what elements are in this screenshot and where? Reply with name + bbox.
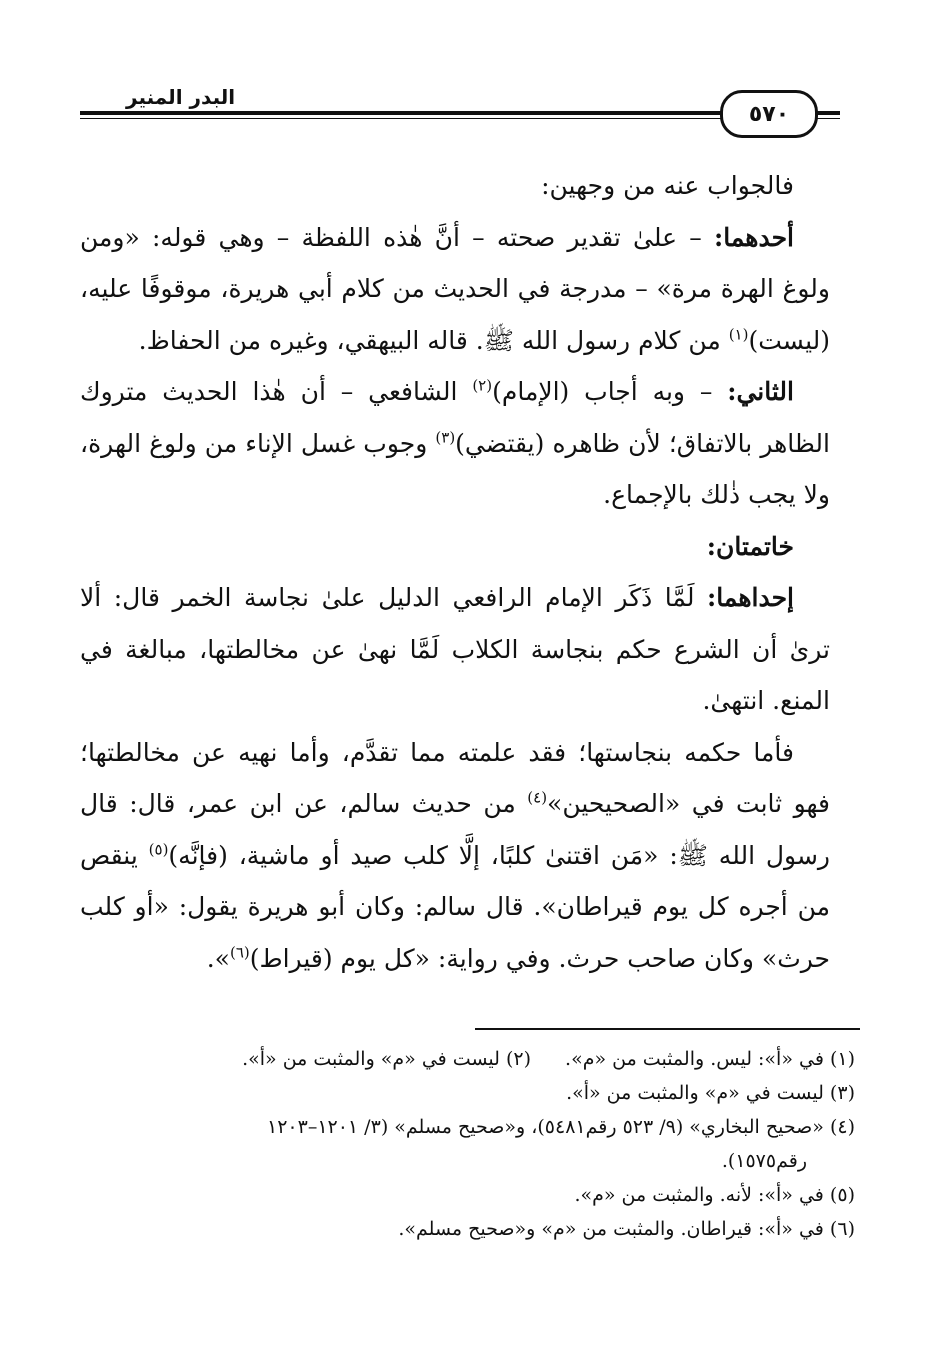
p2-text: – علىٰ تقدير صحته – أنَّ هٰذه اللفظة – وهي قوله: «ومن ولوغ الهرة مرة» – مدرجة في الحديث من كلام أبي هريرة، موقوفًا عليه، (ليست) [80,222,830,355]
footnote-separator [475,1028,860,1030]
body-text [80,160,830,984]
paragraph-2 [80,212,830,367]
footnote-ref-5[interactable]: (٥) [148,840,169,859]
p3-text-b: الشافعي – أن هٰذا الحديث متروك الظاهر بالاتفاق؛ لأن ظاهره (يقتضي) [80,377,830,458]
book-title: البدر المنير [120,84,241,110]
page-number-badge [720,90,818,138]
p2-lead: أحدهما: [713,222,794,252]
p6-text-b: من حديث سالم، عن ابن عمر، قال: قال رسول الله ﷺ: «مَن اقتنىٰ كلبًا، إلَّا كلب صيد أو ماشية، (فإنَّه) [80,789,830,870]
p5-text: لَمَّا ذَكَر الإمام الرافعي الدليل علىٰ نجاسة الخمر قال: ألا ترىٰ أن الشرع حكم بنجاسة الكلاب لَمَّا نهىٰ عن مخالطتها، مبالغة في المنع. انتهىٰ. [80,583,830,715]
footnote-1: (١) في «أ»: ليس. والمثبت من «م». [565,1048,855,1070]
footnote-ref-6[interactable]: (٦) [229,943,250,962]
p3-text-a: – وبه أجاب (الإمام) [492,377,728,406]
paragraph-4 [80,521,830,573]
p1-text: فالجواب عنه من وجهين: [541,171,794,200]
page-number: ٥٧٠ [748,101,790,127]
p3-text-c: وجوب غسل الإناء من ولوغ الهرة، ولا يجب ذٰلك بالإجماع. [80,428,830,509]
footnote-4: (٤) «صحيح البخاري» (٩/ ٥٢٣ رقم٥٤٨١)، و«صحيح مسلم» (٣/ ١٢٠١–١٢٠٣ [266,1116,855,1138]
paragraph-3 [80,366,830,521]
footnote-row-1-2 [85,1042,855,1076]
footnote-3: (٣) ليست في «م» والمثبت من «أ». [566,1082,855,1104]
footnote-2: (٢) ليست في «م» والمثبت من «أ». [242,1048,532,1070]
paragraph-6 [80,727,830,985]
p3-lead: الثاني: [727,377,794,406]
footnote-6: (٦) في «أ»: قيراطان. والمثبت من «م» و«صحيح مسلم». [398,1218,855,1240]
running-header [80,84,840,134]
p5-lead: إحداهما: [707,583,794,612]
paragraph-1 [80,160,830,212]
p2-tail: من كلام رسول الله ﷺ. قاله البيهقي، وغيره من الحفاظ. [138,325,729,355]
footnote-ref-3[interactable]: (٣) [435,428,456,447]
p6-text-a: فأما حكمه بنجاستها؛ فقد علمته مما تقدَّم، وأما نهيه عن مخالطتها؛ فهو ثابت في «الصحيحين» [80,737,830,818]
section-heading: خاتمتان: [706,531,794,561]
footnote-ref-2[interactable]: (٢) [472,376,493,395]
footnote-ref-4[interactable]: (٤) [527,788,548,807]
footnotes [85,1042,855,1246]
footnote-5: (٥) في «أ»: لأنه. والمثبت من «م». [574,1184,855,1206]
p6-text-c: ينقص من أجره كل يوم قيراطان». قال سالم: وكان أبو هريرة يقول: «أو كلب حرث» وكان صاحب حرث. وفي رواية: «كل يوم (قيراط) [80,840,830,973]
p6-text-d: ». [206,943,230,973]
paragraph-5 [80,572,830,727]
footnote-ref-1[interactable]: (١) [728,325,749,344]
footnote-4-continued: رقم١٥٧٥). [721,1150,807,1172]
